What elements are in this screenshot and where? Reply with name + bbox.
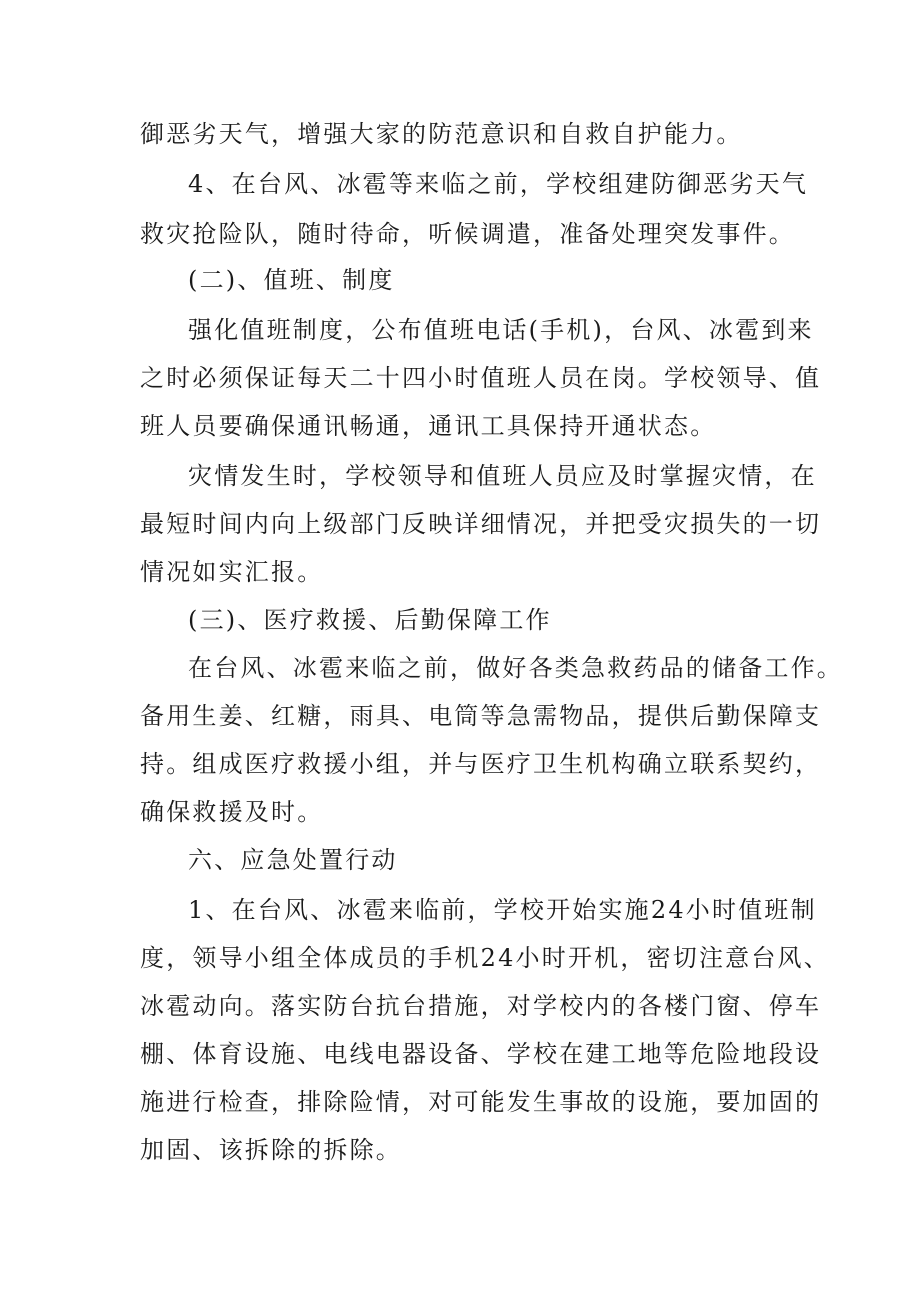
- text-line: 班人员要确保通讯畅通，通讯工具保持开通状态。: [140, 412, 717, 440]
- text-line: 度，领导小组全体成员的手机24小时开机，密切注意台风、: [140, 944, 830, 972]
- text-line: 御恶劣天气，增强大家的防范意识和自救自护能力。: [140, 120, 743, 148]
- text-line: 在台风、冰雹来临之前，做好各类急救药品的储备工作。: [188, 654, 843, 682]
- section-heading: (三)、医疗救援、后勤保障工作: [188, 606, 552, 634]
- text-line: 确保救援及时。: [140, 798, 324, 826]
- text-line: 灾情发生时，学校领导和值班人员应及时掌握灾情，在: [188, 462, 817, 490]
- text-line: 1、在台风、冰雹来临前，学校开始实施24小时值班制: [188, 896, 817, 924]
- section-heading: 六、应急处置行动: [188, 846, 398, 874]
- text-line: 之时必须保证每天二十四小时值班人员在岗。学校领导、值: [140, 364, 822, 392]
- text-line: 4、在台风、冰雹等来临之前，学校组建防御恶劣天气: [188, 170, 809, 198]
- text-line: 情况如实汇报。: [140, 558, 324, 586]
- text-line: 救灾抢险队，随时待命，听候调遣，准备处理突发事件。: [140, 220, 795, 248]
- text-line: 持。组成医疗救援小组，并与医疗卫生机构确立联系契约，: [140, 750, 822, 778]
- text-line: 冰雹动向。落实防台抗台措施，对学校内的各楼门窗、停车: [140, 992, 822, 1020]
- section-heading: (二)、值班、制度: [188, 266, 395, 294]
- text-line: 施进行检查，排除险情，对可能发生事故的设施，要加固的: [140, 1088, 822, 1116]
- text-line: 棚、体育设施、电线电器设备、学校在建工地等危险地段设: [140, 1040, 822, 1068]
- text-line: 备用生姜、红糖，雨具、电筒等急需物品，提供后勤保障支: [140, 702, 822, 730]
- text-line: 最短时间内向上级部门反映详细情况，并把受灾损失的一切: [140, 510, 822, 538]
- text-line: 强化值班制度，公布值班电话(手机)，台风、冰雹到来: [188, 316, 814, 344]
- text-line: 加固、该拆除的拆除。: [140, 1136, 402, 1164]
